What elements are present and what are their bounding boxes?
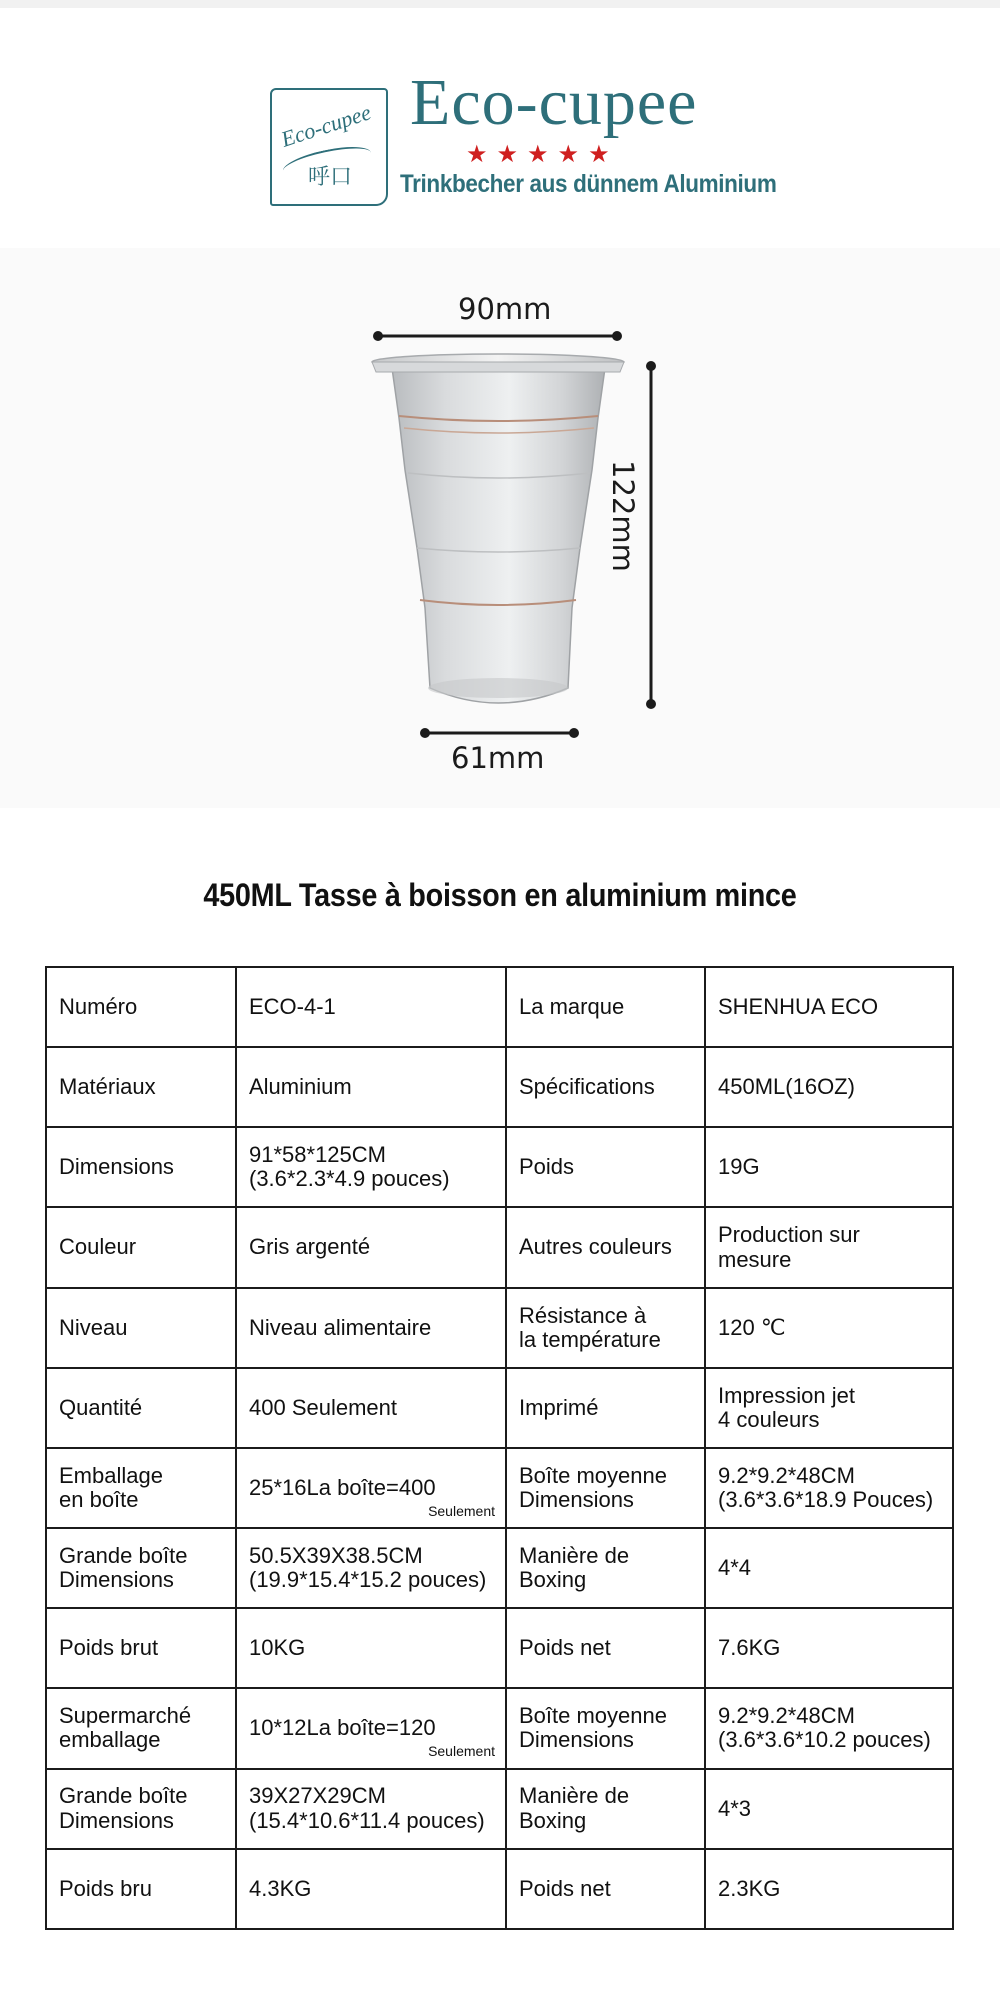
spec-value-cell bbox=[236, 1528, 506, 1608]
spec-value: Gris argenté bbox=[249, 1234, 371, 1260]
spec-value: Production sur mesure bbox=[718, 1222, 860, 1272]
spec-value-cell bbox=[705, 1608, 953, 1688]
spec-value-cell bbox=[705, 1769, 953, 1849]
spec-value-cell bbox=[705, 1448, 953, 1528]
brand-name: Eco-cupee bbox=[410, 66, 698, 139]
spec-value: Impression jet 4 couleurs bbox=[718, 1382, 855, 1432]
table-row bbox=[46, 1207, 953, 1287]
top-band bbox=[0, 0, 1000, 8]
spec-value-cell bbox=[705, 1849, 953, 1929]
spec-label-cell bbox=[506, 1207, 705, 1287]
spec-label-cell bbox=[46, 967, 236, 1047]
dimension-line-side bbox=[646, 361, 656, 709]
spec-label: Boîte moyenne Dimensions bbox=[519, 1462, 667, 1513]
spec-label: La marque bbox=[519, 993, 625, 1019]
spec-table bbox=[45, 966, 954, 1930]
spec-label-cell bbox=[506, 1047, 705, 1127]
spec-label: Manière de Boxing bbox=[519, 1783, 630, 1833]
spec-value: Niveau alimentaire bbox=[249, 1314, 432, 1340]
spec-value-cell bbox=[236, 1769, 506, 1849]
spec-label-cell bbox=[46, 1688, 236, 1768]
spec-value: 4.3KG bbox=[249, 1875, 312, 1901]
spec-label-cell bbox=[506, 1448, 705, 1528]
spec-label: Boîte moyenne Dimensions bbox=[519, 1703, 667, 1753]
logo-badge bbox=[270, 88, 388, 206]
spec-label: Poids bbox=[519, 1154, 575, 1180]
logo-badge-cn: 呼口 bbox=[308, 165, 353, 190]
spec-value-cell bbox=[236, 1688, 506, 1768]
spec-label-cell bbox=[46, 1769, 236, 1849]
spec-value: 39X27X29CM (15.4*10.6*11.4 pouces) bbox=[249, 1783, 485, 1833]
table-row bbox=[46, 1688, 953, 1768]
dimension-line-bottom bbox=[420, 728, 579, 738]
spec-label-cell bbox=[506, 1127, 705, 1207]
spec-value-cell bbox=[236, 1127, 506, 1207]
spec-label: Numéro bbox=[59, 993, 138, 1019]
spec-label-cell bbox=[506, 1288, 705, 1368]
spec-value: 4*4 bbox=[718, 1555, 752, 1581]
spec-value-cell bbox=[705, 1368, 953, 1448]
spec-label-cell bbox=[506, 1769, 705, 1849]
spec-value-cell bbox=[705, 1207, 953, 1287]
spec-label-cell bbox=[46, 1207, 236, 1287]
brand-tagline: Trinkbecher aus dünnem Aluminium bbox=[400, 170, 777, 198]
spec-value: 9.2*9.2*48CM (3.6*3.6*10.2 pouces) bbox=[718, 1703, 931, 1753]
cup-illustration bbox=[0, 248, 1000, 808]
spec-value-cell bbox=[705, 1047, 953, 1127]
spec-label-cell bbox=[46, 1849, 236, 1929]
spec-value: 450ML(16OZ) bbox=[718, 1074, 855, 1100]
table-row bbox=[46, 1769, 953, 1849]
spec-value-cell bbox=[236, 967, 506, 1047]
spec-value: 10*12La boîte=120 bbox=[249, 1715, 436, 1741]
spec-label: Imprimé bbox=[519, 1394, 599, 1420]
spec-label: Emballage en boîte bbox=[59, 1462, 163, 1513]
spec-label: Spécifications bbox=[519, 1074, 655, 1100]
spec-label: Poids brut bbox=[59, 1635, 159, 1661]
spec-value: 10KG bbox=[249, 1635, 306, 1661]
spec-value: 25*16La boîte=400 bbox=[249, 1474, 436, 1500]
spec-value: ECO-4-1 bbox=[249, 993, 336, 1019]
spec-value: 4*3 bbox=[718, 1795, 752, 1821]
spec-label: Résistance à la température bbox=[519, 1302, 661, 1352]
spec-value-cell bbox=[236, 1849, 506, 1929]
spec-label: Poids net bbox=[519, 1875, 611, 1901]
spec-value: 7.6KG bbox=[718, 1635, 781, 1661]
table-row bbox=[46, 1047, 953, 1127]
spec-value-cell bbox=[236, 1608, 506, 1688]
spec-label-cell bbox=[46, 1448, 236, 1528]
spec-label-cell bbox=[46, 1047, 236, 1127]
dimension-line-top bbox=[373, 331, 622, 341]
spec-label: Autres couleurs bbox=[519, 1234, 672, 1260]
brand-stars-icon: ★★★★★ bbox=[466, 140, 619, 168]
spec-label-cell bbox=[46, 1528, 236, 1608]
spec-label: Poids bru bbox=[59, 1875, 152, 1901]
spec-value-cell bbox=[705, 1528, 953, 1608]
spec-label-cell bbox=[506, 1688, 705, 1768]
spec-value-cell bbox=[705, 1688, 953, 1768]
spec-label: Matériaux bbox=[59, 1074, 156, 1100]
table-row bbox=[46, 1528, 953, 1608]
dimension-top-label: 90mm bbox=[458, 292, 552, 326]
spec-label: Couleur bbox=[59, 1234, 137, 1260]
table-row bbox=[46, 1127, 953, 1207]
spec-value: 91*58*125CM (3.6*2.3*4.9 pouces) bbox=[249, 1142, 450, 1192]
spec-value-cell bbox=[705, 1127, 953, 1207]
spec-note: Seulement bbox=[428, 1743, 495, 1760]
spec-label: Supermarché emballage bbox=[59, 1703, 192, 1753]
table-row bbox=[46, 1849, 953, 1929]
spec-label-cell bbox=[506, 1849, 705, 1929]
spec-value-cell bbox=[236, 1448, 506, 1528]
logo-badge-text: Eco-cupee bbox=[278, 99, 375, 152]
spec-label-cell bbox=[46, 1288, 236, 1368]
spec-label: Poids net bbox=[519, 1635, 611, 1661]
spec-value: 2.3KG bbox=[718, 1875, 781, 1901]
table-row bbox=[46, 967, 953, 1047]
spec-label-cell bbox=[46, 1608, 236, 1688]
spec-note: Seulement bbox=[428, 1502, 495, 1519]
dimension-height-label: 122mm bbox=[606, 460, 640, 572]
spec-label-cell bbox=[46, 1127, 236, 1207]
spec-label: Grande boîte Dimensions bbox=[59, 1542, 188, 1593]
spec-value: Aluminium bbox=[249, 1074, 352, 1100]
spec-value-cell bbox=[236, 1288, 506, 1368]
spec-label-cell bbox=[506, 1528, 705, 1608]
spec-value: 9.2*9.2*48CM (3.6*3.6*18.9 Pouces) bbox=[718, 1462, 934, 1513]
spec-value-cell bbox=[705, 1288, 953, 1368]
spec-label-cell bbox=[506, 1368, 705, 1448]
spec-label: Dimensions bbox=[59, 1154, 174, 1180]
dimension-bottom-label: 61mm bbox=[451, 741, 545, 775]
spec-label: Manière de Boxing bbox=[519, 1542, 630, 1593]
spec-value: 50.5X39X38.5CM (19.9*15.4*15.2 pouces) bbox=[249, 1542, 487, 1593]
table-row bbox=[46, 1368, 953, 1448]
spec-value-cell bbox=[236, 1368, 506, 1448]
product-image-area bbox=[0, 248, 1000, 808]
spec-value: 19G bbox=[718, 1154, 760, 1180]
table-row bbox=[46, 1288, 953, 1368]
spec-value-cell bbox=[236, 1207, 506, 1287]
spec-value-cell bbox=[236, 1047, 506, 1127]
spec-label: Quantité bbox=[59, 1394, 143, 1420]
spec-label: Niveau bbox=[59, 1314, 128, 1340]
table-row bbox=[46, 1608, 953, 1688]
spec-title: 450ML Tasse à boisson en aluminium mince bbox=[203, 877, 797, 913]
table-row bbox=[46, 1448, 953, 1528]
spec-value-cell bbox=[705, 967, 953, 1047]
spec-label: Grande boîte Dimensions bbox=[59, 1783, 188, 1833]
spec-value: SHENHUA ECO bbox=[718, 993, 879, 1019]
spec-value: 400 Seulement bbox=[249, 1394, 397, 1420]
spec-label-cell bbox=[46, 1368, 236, 1448]
spec-label-cell bbox=[506, 1608, 705, 1688]
spec-value: 120 ℃ bbox=[718, 1314, 786, 1340]
spec-label-cell bbox=[506, 967, 705, 1047]
